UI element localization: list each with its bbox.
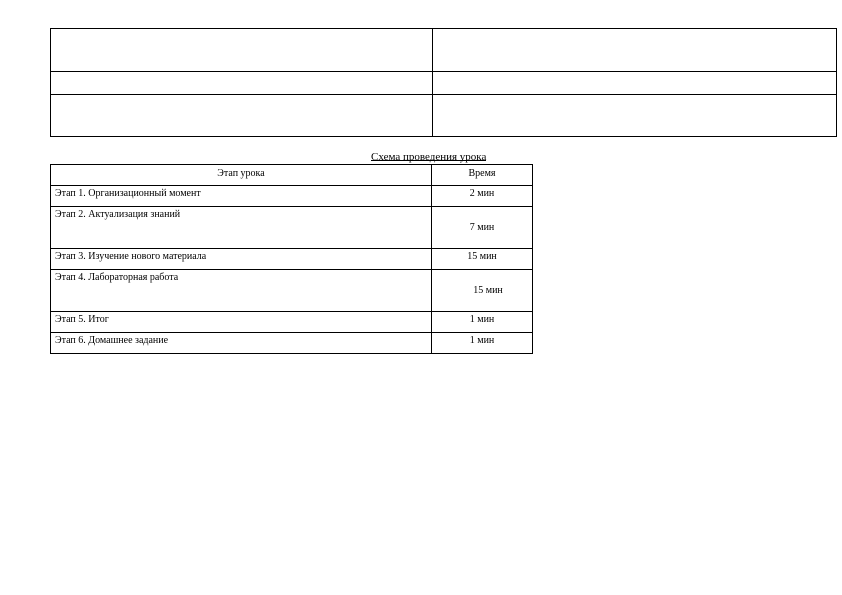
schedule-title-text: Схема проведения урока bbox=[371, 151, 487, 163]
row-divider bbox=[51, 71, 836, 72]
lesson-schedule-table bbox=[50, 164, 533, 354]
stage-cell: Этап 5. Итог bbox=[51, 312, 432, 333]
time-cell: 15 мин bbox=[432, 270, 533, 312]
table-row bbox=[51, 270, 533, 312]
row-divider bbox=[51, 94, 836, 95]
header-table bbox=[50, 28, 837, 137]
table-row bbox=[51, 207, 533, 249]
table-row bbox=[51, 249, 533, 270]
stage-cell: Этап 3. Изучение нового материала bbox=[51, 249, 432, 270]
header-time: Время bbox=[432, 165, 533, 186]
stage-cell: Этап 1. Организационный момент bbox=[51, 186, 432, 207]
table-row bbox=[51, 312, 533, 333]
schedule-title bbox=[371, 151, 486, 163]
table-header-row bbox=[51, 165, 533, 186]
stage-cell: Этап 2. Актуализация знаний bbox=[51, 207, 432, 249]
time-cell: 15 мин bbox=[432, 249, 533, 270]
table-row bbox=[51, 333, 533, 354]
time-cell: 7 мин bbox=[432, 207, 533, 249]
column-divider bbox=[432, 29, 433, 136]
stage-cell: Этап 6. Домашнее задание bbox=[51, 333, 432, 354]
stage-cell: Этап 4. Лабораторная работа bbox=[51, 270, 432, 312]
time-cell: 1 мин bbox=[432, 333, 533, 354]
time-cell: 2 мин bbox=[432, 186, 533, 207]
title-strikethrough bbox=[371, 160, 486, 161]
time-cell: 1 мин bbox=[432, 312, 533, 333]
header-stage: Этап урока bbox=[51, 165, 432, 186]
table-row bbox=[51, 186, 533, 207]
